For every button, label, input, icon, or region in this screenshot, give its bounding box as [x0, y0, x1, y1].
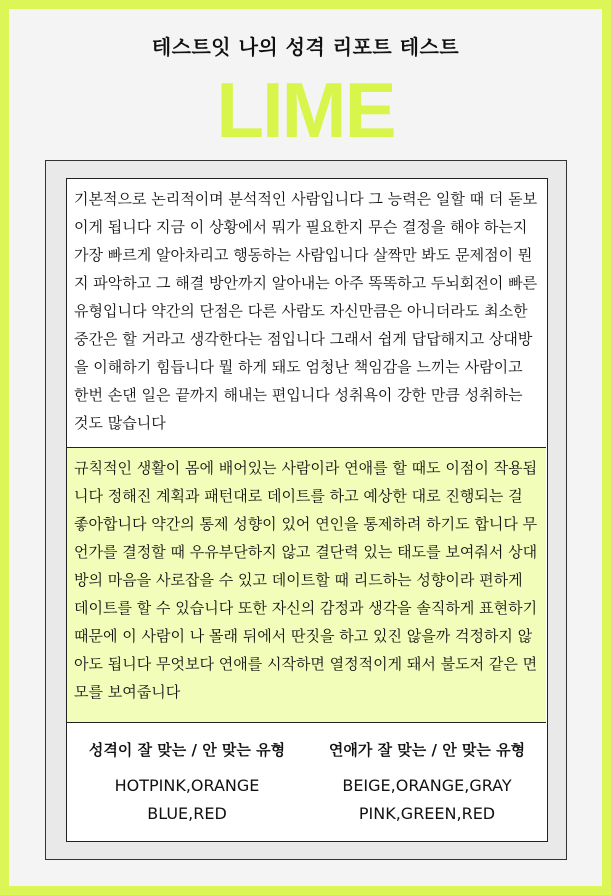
love-match-column	[307, 725, 547, 828]
personality-bad-match: BLUE,RED	[147, 804, 227, 823]
compatibility-section	[67, 725, 546, 841]
love-match-title: 연애가 잘 맞는 / 안 맞는 유형	[328, 741, 526, 759]
personality-match-column	[67, 725, 307, 828]
result-title: LIME	[216, 66, 395, 154]
result-card	[9, 9, 602, 886]
page-subtitle: 테스트잇 나의 성격 리포트 테스트	[151, 35, 460, 59]
report-content	[66, 178, 548, 842]
love-good-match: BEIGE,ORANGE,GRAY	[342, 776, 512, 795]
personality-description: 기본적으로 논리적이며 분석적인 사람입니다 그 능력은 일할 때 더 돋보이게 됩니다 지금 이 상황에서 뭐가 필요한지 무슨 결정을 해야 하는지 가장 빠르게 알아차리고 행동하는 사람입니다 살짝만 봐도 문제점이 뭔지 파악하고 그 해결 방안까지 알아내는 아주 똑똑하고 두뇌회전이 빠른 유형입니다 약간의 단점은 다른 사람도 자신만큼은 아니더라도 최소한 중간은 할 거라고 생각한다는 점입니다 그래서 쉽게 답답해지고 상대방을 이해하기 힘듭니다 뭘 하게 돼도 엄청난 책임감을 느끼는 사람이고 한번 손댄 일은 끝까지 해내는 편입니다 성취욕이 강한 만큼 성취하는 것도 많습니다	[74, 190, 538, 432]
report-panel	[45, 160, 567, 860]
personality-match-title: 성격이 잘 맞는 / 안 맞는 유형	[88, 741, 286, 759]
love-bad-match: PINK,GREEN,RED	[358, 804, 496, 823]
personality-good-match: HOTPINK,ORANGE	[114, 776, 260, 795]
love-description: 규칙적인 생활이 몸에 배어있는 사람이라 연애를 할 때도 이점이 작용됩니다 정해진 계획과 패턴대로 데이트를 하고 예상한 대로 진행되는 걸 좋아합니다 약간의 통제 성향이 있어 연인을 통제하려 하기도 합니다 무언가를 결정할 때 우유부단하지 않고 결단력 있는 태도를 보여줘서 상대방의 마음을 사로잡을 수 있고 데이트할 때 리드하는 성향이라 편하게 데이트를 할 수 있습니다 또한 자신의 감정과 생각을 솔직하게 표현하기 때문에 이 사람이 나 몰래 뒤에서 딴짓을 하고 있진 않을까 걱정하지 않아도 됩니다 무엇보다 연애를 시작하면 열정적이게 돼서 불도저 같은 면모를 보여줍니다	[67, 447, 546, 723]
